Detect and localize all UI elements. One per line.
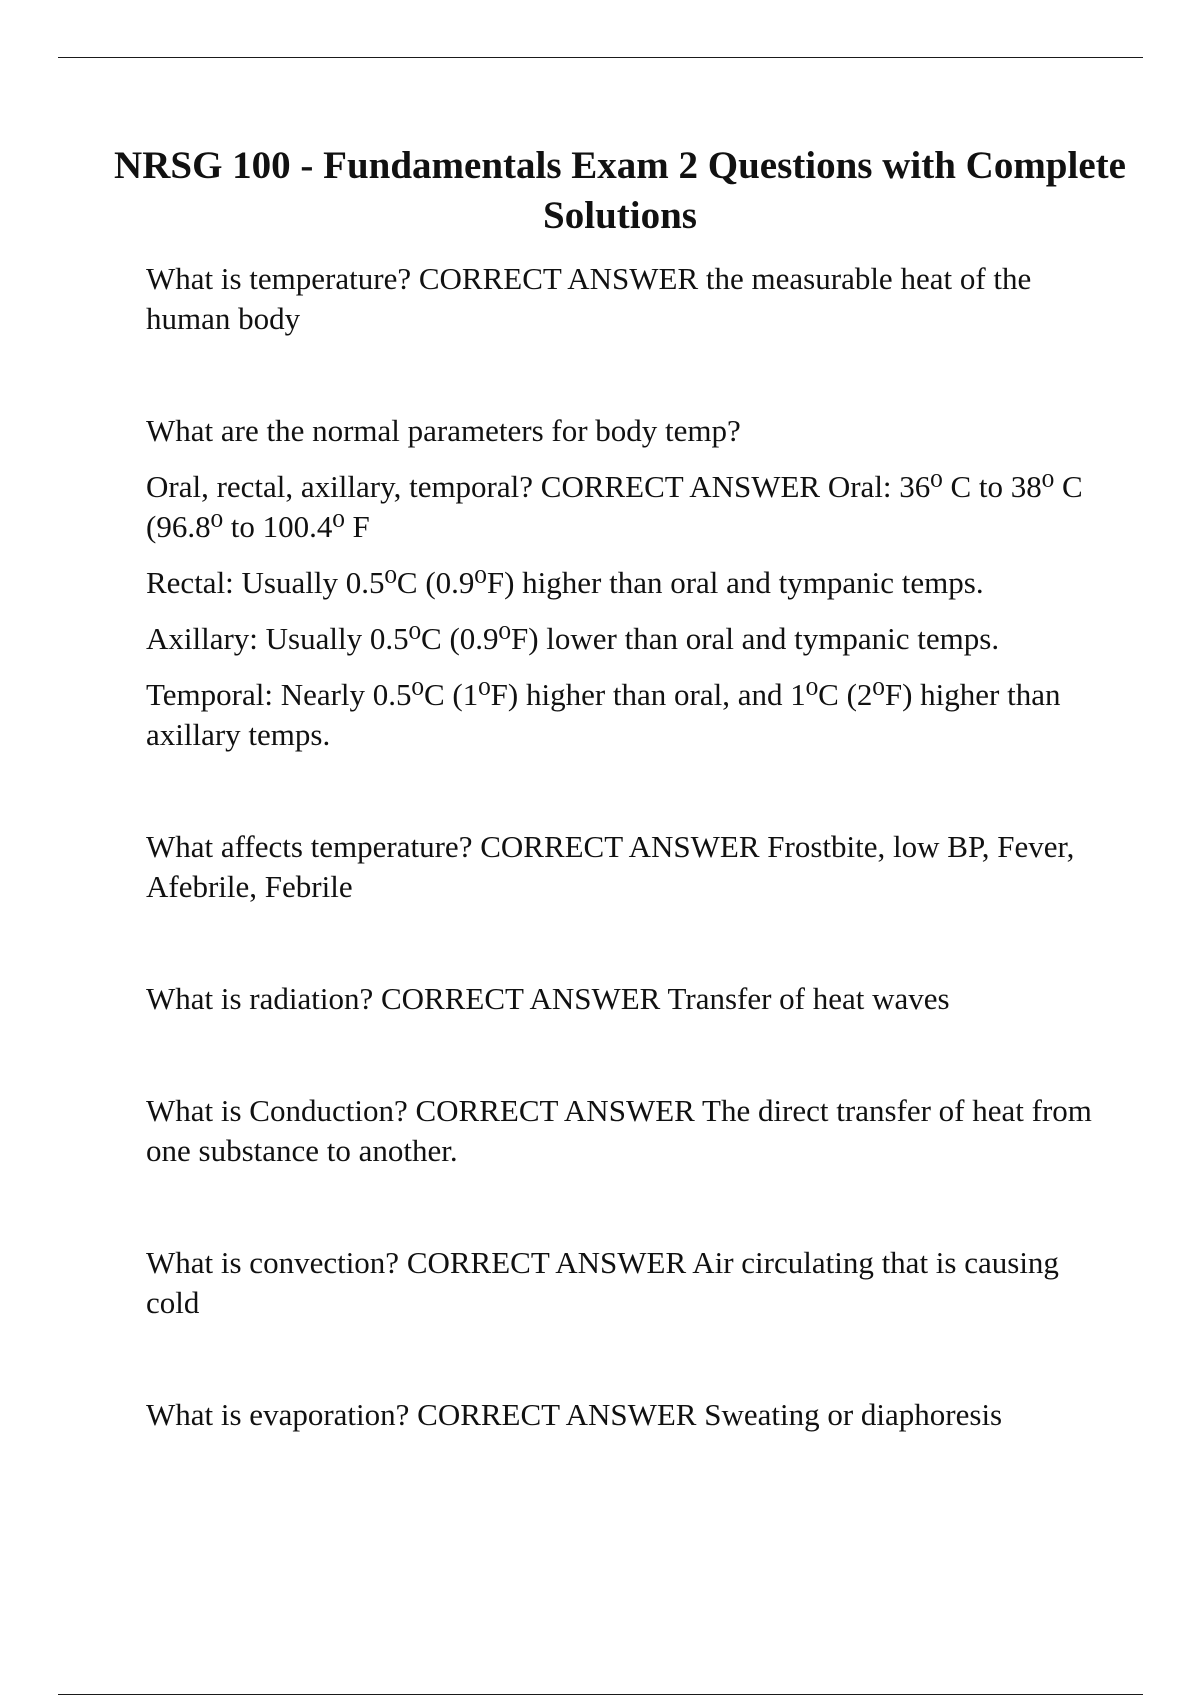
answer-oral-parameters: Oral, rectal, axillary, temporal? CORRECT ANSWER Oral: 36⁰ C to 38⁰ C (96.8⁰ to 100.4⁰ F bbox=[146, 469, 1083, 544]
qa-evaporation: What is evaporation? CORRECT ANSWER Sweating or diaphoresis bbox=[146, 1397, 1003, 1432]
document-body bbox=[146, 259, 1096, 1435]
qa-temperature: What is temperature? CORRECT ANSWER the measurable heat of the human body bbox=[146, 261, 1032, 336]
answer-rectal-parameters: Rectal: Usually 0.5⁰C (0.9⁰F) higher than oral and tympanic temps. bbox=[146, 565, 984, 600]
answer-axillary-parameters: Axillary: Usually 0.5⁰C (0.9⁰F) lower than oral and tympanic temps. bbox=[146, 621, 1000, 656]
answer-temporal-parameters: Temporal: Nearly 0.5⁰C (1⁰F) higher than oral, and 1⁰C (2⁰F) higher than axillary temps. bbox=[146, 677, 1061, 752]
document-title: NRSG 100 - Fundamentals Exam 2 Questions with Complete Solutions bbox=[114, 144, 1126, 237]
header-rule bbox=[58, 57, 1143, 58]
footer-rule bbox=[58, 1694, 1143, 1695]
qa-convection: What is convection? CORRECT ANSWER Air circulating that is causing cold bbox=[146, 1245, 1059, 1320]
qa-conduction: What is Conduction? CORRECT ANSWER The direct transfer of heat from one substance to another. bbox=[146, 1093, 1092, 1168]
qa-affects-temperature: What affects temperature? CORRECT ANSWER Frostbite, low BP, Fever, Afebrile, Febrile bbox=[146, 829, 1075, 904]
question-normal-parameters: What are the normal parameters for body temp? bbox=[146, 413, 741, 448]
qa-radiation: What is radiation? CORRECT ANSWER Transfer of heat waves bbox=[146, 981, 950, 1016]
